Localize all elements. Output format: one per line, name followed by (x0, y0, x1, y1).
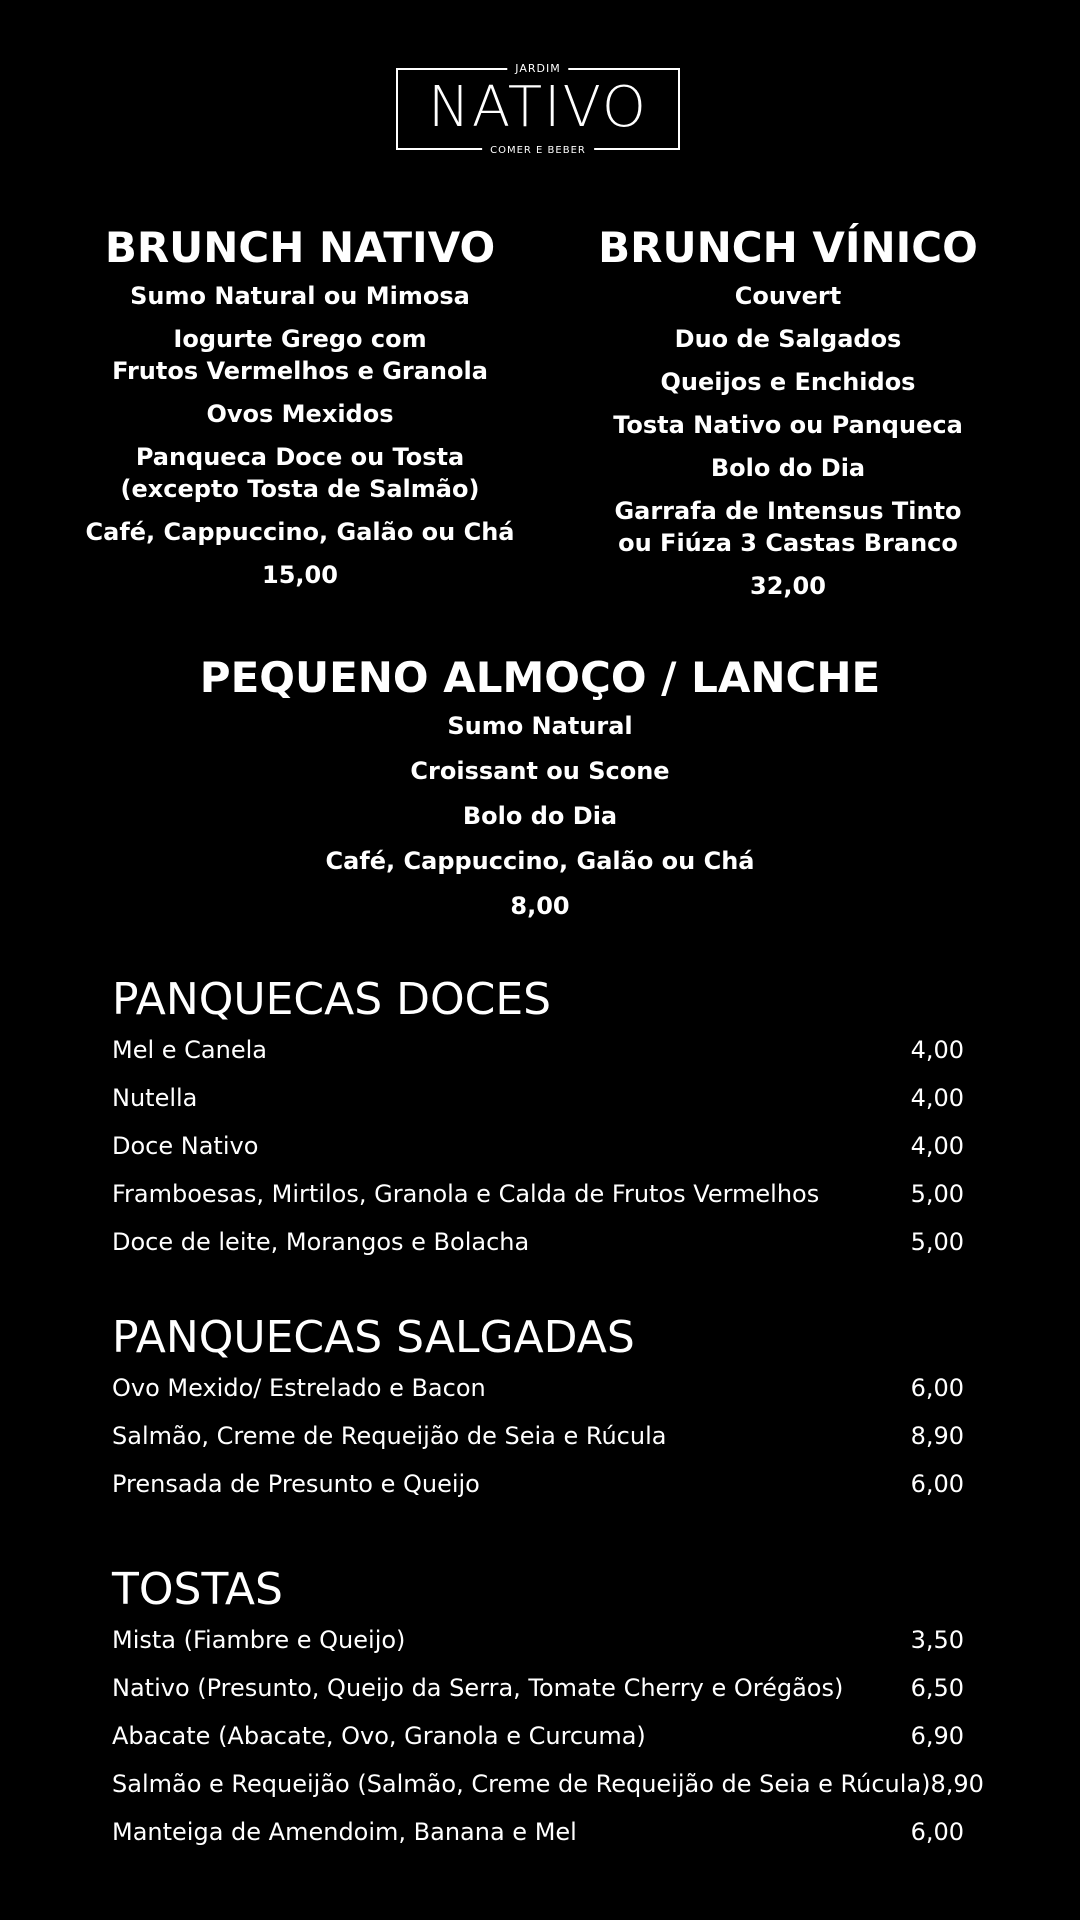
menu-item: Sumo Natural (447, 712, 633, 740)
item-price: 4,00 (910, 1084, 964, 1112)
item-name: Nutella (112, 1084, 198, 1112)
menu-item: Couvert (734, 282, 842, 310)
section-title: PANQUECAS SALGADAS (112, 1312, 635, 1363)
item-price: 4,00 (910, 1036, 964, 1064)
item-price: 5,00 (910, 1180, 964, 1208)
item-price: 6,90 (910, 1722, 964, 1750)
section-price: 8,00 (510, 892, 570, 920)
list-item (112, 1720, 964, 1768)
menu-item: Iogurte Grego com Frutos Vermelhos e Granola (112, 325, 488, 385)
item-price: 6,00 (910, 1470, 964, 1498)
menu-item: Croissant ou Scone (410, 757, 670, 785)
menu-item: Sumo Natural ou Mimosa (130, 282, 470, 310)
item-price: 3,50 (910, 1626, 964, 1654)
item-price: 6,00 (910, 1374, 964, 1402)
item-price: 6,50 (910, 1674, 964, 1702)
item-name: Nativo (Presunto, Queijo da Serra, Tomate Cherry e Orégãos) (112, 1674, 844, 1702)
menu-item: Tosta Nativo ou Panqueca (613, 411, 963, 439)
logo (396, 62, 680, 156)
logo-bottom-text: COMER E BEBER (482, 145, 594, 156)
menu-item: Café, Cappuccino, Galão ou Chá (325, 847, 755, 875)
item-name: Mel e Canela (112, 1036, 267, 1064)
section-title: BRUNCH VÍNICO (598, 223, 978, 272)
item-name: Mista (Fiambre e Queijo) (112, 1626, 406, 1654)
item-name: Manteiga de Amendoim, Banana e Mel (112, 1818, 577, 1846)
item-name: Doce Nativo (112, 1132, 259, 1160)
logo-main-text: NATIVO (428, 75, 648, 140)
menu-item: Bolo do Dia (462, 802, 618, 830)
item-name: Salmão, Creme de Requeijão de Seia e Rúcula (112, 1422, 667, 1450)
item-name: Doce de leite, Morangos e Bolacha (112, 1228, 530, 1256)
item-price: 8,90 (930, 1770, 984, 1798)
item-name: Framboesas, Mirtilos, Granola e Calda de Frutos Vermelhos (112, 1180, 820, 1208)
list-item (112, 1372, 964, 1420)
section-title: PEQUENO ALMOÇO / LANCHE (199, 653, 881, 702)
panquecas-doces-section (112, 972, 964, 1274)
panquecas-salgadas-section (112, 1310, 964, 1516)
list-item (112, 1082, 964, 1130)
tostas-section (112, 1562, 984, 1864)
list-item (112, 1034, 964, 1082)
list-item (112, 1468, 964, 1516)
item-name: Ovo Mexido/ Estrelado e Bacon (112, 1374, 486, 1402)
item-price: 5,00 (910, 1228, 964, 1256)
item-price: 8,90 (910, 1422, 964, 1450)
section-price: 32,00 (750, 572, 826, 600)
section-title: PANQUECAS DOCES (112, 974, 552, 1025)
section-price: 15,00 (262, 561, 338, 589)
list-item (112, 1768, 984, 1816)
list-item (112, 1672, 964, 1720)
menu-item: Café, Cappuccino, Galão ou Chá (85, 518, 515, 546)
list-item (112, 1226, 964, 1274)
list-item (112, 1178, 964, 1226)
menu-item: Panqueca Doce ou Tosta (excepto Tosta de Salmão) (120, 443, 480, 503)
menu-item: Duo de Salgados (674, 325, 902, 353)
item-price: 6,00 (910, 1818, 964, 1846)
list-item (112, 1816, 964, 1864)
list-item (112, 1420, 964, 1468)
logo-top-text: JARDIM (507, 62, 568, 75)
section-title: BRUNCH NATIVO (104, 223, 496, 272)
brunch-vinico-section (548, 220, 1028, 602)
item-name: Prensada de Presunto e Queijo (112, 1470, 480, 1498)
menu-item: Queijos e Enchidos (660, 368, 916, 396)
menu-item: Bolo do Dia (710, 454, 866, 482)
list-item (112, 1130, 964, 1178)
brunch-nativo-section (60, 220, 540, 591)
item-name: Abacate (Abacate, Ovo, Granola e Curcuma) (112, 1722, 646, 1750)
menu-item: Garrafa de Intensus Tinto ou Fiúza 3 Castas Branco (614, 497, 962, 557)
pequeno-almoco-section (0, 650, 1080, 922)
item-price: 4,00 (910, 1132, 964, 1160)
list-item (112, 1624, 964, 1672)
item-name: Salmão e Requeijão (Salmão, Creme de Requeijão de Seia e Rúcula) (112, 1770, 931, 1798)
menu-item: Ovos Mexidos (206, 400, 394, 428)
section-title: TOSTAS (112, 1564, 283, 1615)
